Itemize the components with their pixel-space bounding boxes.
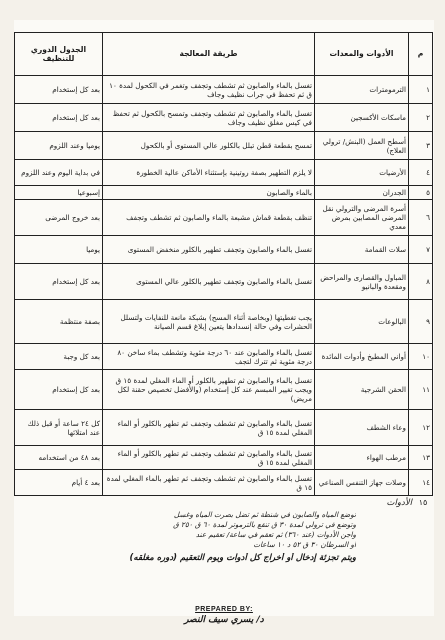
cleaning-schedule: بعد كل إستخدام [15,264,103,300]
table-row [15,104,433,132]
row-number: ١٣ [409,446,433,470]
treatment-method: يجب تغطيتها (وبخاصة أثناء المسح) بشبكة مانعة للنفايات ولتسلل الحشرات وفي حالة إنسدادها يتعين إبلاغ قسم الصيانة [103,300,315,344]
tool-name: مرطب الهواء [315,446,409,470]
cleaning-schedule: بعد كل وجبة [15,344,103,370]
cleaning-schedule: يوميا وعند اللزوم [15,132,103,160]
note-line: واجن الأدوات (عند ٣٦٠) ثم تعقم في ساعة/ تعقيم عند [195,530,356,540]
row-number: ٧ [409,236,433,264]
table-row [15,344,433,370]
preparer-name: د/ يسري سيف النصر [184,615,264,625]
tool-name: سلات القمامة [315,236,409,264]
row-number: ١٠ [409,344,433,370]
tool-name: البالوعات [315,300,409,344]
table-row [15,200,433,236]
table-row [15,160,433,186]
table-row [15,264,433,300]
row-number: ١١ [409,370,433,410]
footnote-section [14,498,434,565]
row-number: ٨ [409,264,433,300]
tool-name: أواني المطبخ وأدوات المائدة [315,344,409,370]
treatment-method: تغسل بالماء والصابون ثم تشطف وتجفف ثم تطهر بالكلور أو الماء المغلي لمدة ١٥ ق [103,410,315,446]
note-bold-line: ويتم تجزئة إدخال أو أخراج كل أدوات ويوم التعقيم (دوره مغلقه) [129,553,356,564]
cleaning-schedule-table [14,32,433,496]
cleaning-schedule: بعد ٤ أيام [15,470,103,496]
cleaning-schedule: كل ٢٤ ساعة أو قبل ذلك عند امتلائها [15,410,103,446]
table-body [15,76,433,496]
document-page [14,20,434,625]
treatment-method: تغسل بالماء والصابون ثم تشطف وتجفف ثم تطهر بالكلور أو الماء المغلي لمدة ١٥ ق [103,446,315,470]
footnote-header [14,498,434,508]
treatment-method: تغسل بالماء والصابون ثم تطهير بالكلور أو الماء المغلي لمدة ١٥ ق ويجب تغيير المبسم عند كل إستخدام (والأفضل تخصيص حقنة لكل مريض) [103,370,315,410]
prepared-by-label: PREPARED BY: [195,606,253,613]
table-row [15,186,433,200]
row-number: ١٤ [409,470,433,496]
cleaning-schedule: بصفة منتظمة [15,300,103,344]
cleaning-schedule: بعد ٤٨ من استخدامه [15,446,103,470]
table-row [15,236,433,264]
row-number: ٢ [409,104,433,132]
treatment-method: تغسل بالماء والصابون ثم تشطف وتجفف وتغمر في الكحول لمدة ١٠ ق ثم تحفظ في جراب نظيف وجاف [103,76,315,104]
table-row [15,370,433,410]
table-row [15,132,433,160]
tool-name: أسرة المرضى والترولي نقل المرضى المصابين بمرض معدي [315,200,409,236]
cleaning-schedule: في بداية اليوم وعند اللزوم [15,160,103,186]
table-row [15,470,433,496]
row-number: ٩ [409,300,433,344]
cleaning-schedule: إسبوعيا [15,186,103,200]
treatment-method: تغسل بالماء والصابون ثم تشطف وتجفف ثم تطهر بالماء المغلي لمدة ١٥ ق [103,470,315,496]
table-row [15,446,433,470]
header-method: طريقة المعالجة [103,33,315,76]
header-tools: الأدوات والمعدات [315,33,409,76]
table-row [15,300,433,344]
row-number: ٣ [409,132,433,160]
tool-name: الجدران [315,186,409,200]
treatment-method: تغسل بالماء والصابون وتجفف تطهير بالكلور عالي المستوى [103,264,315,300]
header-number: م [409,33,433,76]
cleaning-schedule: بعد خروج المرضى [15,200,103,236]
note-line: توضع المياه والصابون في شنطة ثم تضل بصرت المياه وغسل [173,510,356,519]
row-number: ٦ [409,200,433,236]
treatment-method: تمسح بقطعة قطن تبلل بالكلور عالي المستوى أو بالكحول [103,132,315,160]
treatment-method: تغسل بالماء والصابون وتجفف تطهير بالكلور منخفض المستوى [103,236,315,264]
tool-name: وعاء الشطف [315,410,409,446]
row-number: ١ [409,76,433,104]
row-number: ٥ [409,186,433,200]
row-number: ٤ [409,160,433,186]
tool-name: ماسكات الأكسجين [315,104,409,132]
treatment-method: لا يلزم التطهير بصفة روتينية بإستثناء الأماكن عالية الخطورة [103,160,315,186]
treatment-method: بالماء والصابون [103,186,315,200]
cleaning-schedule: يوميا [15,236,103,264]
table-row [15,410,433,446]
tool-name: الحقن الشرجية [315,370,409,410]
header-schedule: الجدول الدوري للتنظيف [15,33,103,76]
cleaning-schedule: بعد كل إستخدام [15,370,103,410]
row-number: ١٢ [409,410,433,446]
cleaning-schedule: بعد كل إستخدام [15,76,103,104]
table-header-row [15,33,433,76]
tool-name: المباول والقصارى والمراحض ومقعدة والبانيو [315,264,409,300]
treatment-method: تنظف بقطعة قماش مشبعة بالماء والصابون ثم تشطف وتجفف [103,200,315,236]
table-row [15,76,433,104]
prepared-by-block [14,606,434,625]
tool-name: أسطح العمل (البنش/ ترولي العلاج) [315,132,409,160]
footnote-heading: الأدوات [386,498,412,508]
tool-name: وصلات جهاز التنفس الصناعي [315,470,409,496]
footnote-number: ١٥ [418,498,428,507]
treatment-method: تغسل بالماء والصابون عند ٦٠ درجة مئوية وتشطف بماء ساخن ٨٠ درجة مئوية ثم تترك لتجف [103,344,315,370]
handwritten-notes [14,510,434,565]
tool-name: الأرضيات [315,160,409,186]
cleaning-schedule: بعد كل إستخدام [15,104,103,132]
note-line: أو السرطان ٣٠ ق ٥٢ د ١٠ ساعات [253,540,356,550]
treatment-method: تغسل بالماء والصابون ثم تشطف وتجفف وتمسح بالكحول ثم تحفظ في كيس مغلق نظيف وجاف [103,104,315,132]
tool-name: الترمومترات [315,76,409,104]
note-line: وتوضع في ترولي لمدة ٣٠ ق تنقع بالترموتر لمدة ٦٠ ق ٢٥٠ ق [173,520,356,530]
